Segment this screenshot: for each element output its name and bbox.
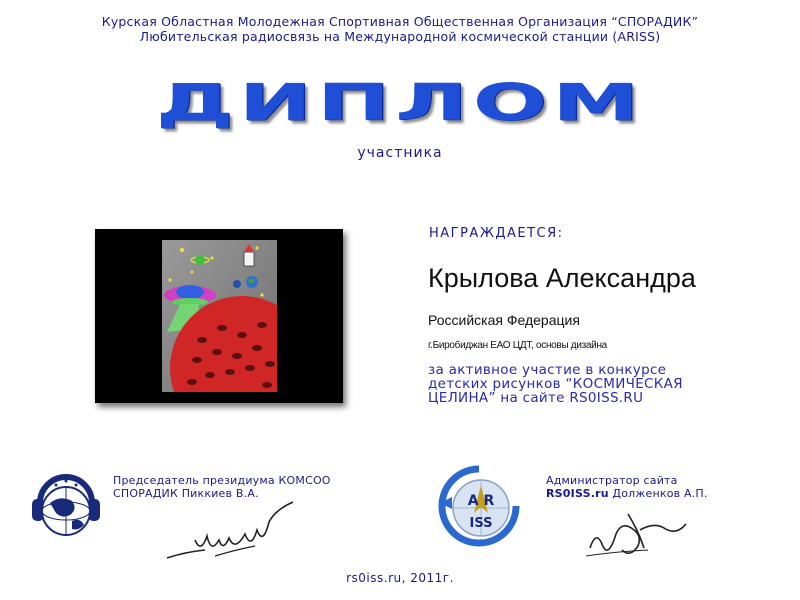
program-name: Любительская радиосвязь на Международной космической станции (ARISS)	[139, 29, 661, 44]
chairman-title: Председатель президиума КОМСОО	[113, 474, 331, 487]
award-reason-line: ЦЕЛИНА” на сайте RS0ISS.RU	[428, 390, 644, 406]
award-reason-line: за активное участие в конкурсе	[428, 362, 667, 378]
admin-title: Администратор сайта	[546, 474, 678, 487]
diploma-subtitle: участника	[357, 145, 443, 161]
ariss-logo-text: ISS	[469, 516, 493, 531]
admin-person-name: Долженков А.П.	[608, 487, 708, 500]
recipient-name: Крылова Александра	[428, 263, 696, 293]
artwork-image	[95, 229, 343, 403]
footer-site-year: rs0iss.ru, 2011г.	[346, 571, 454, 585]
recipient-city-organization: г.Биробиджан ЕАО ЦДТ, основы дизайна	[428, 340, 607, 351]
admin-site: RS0ISS.ru	[546, 487, 609, 500]
chairman-name: СПОРАДИК Пиккиев В.А.	[113, 487, 259, 500]
admin-name	[546, 487, 708, 500]
recipient-country: Российская Федерация	[428, 312, 580, 328]
admin-signature	[582, 500, 692, 565]
globe-headphones-logo	[26, 463, 106, 543]
award-reason-line: детских рисунков “КОСМИЧЕСКАЯ	[428, 376, 683, 392]
ariss-logo-text: A R	[467, 493, 495, 509]
diploma-title: ДИПЛОМ	[155, 73, 645, 133]
ariss-logo	[436, 463, 522, 549]
chairman-signature	[165, 500, 300, 565]
organization-name: Курская Областная Молодежная Спортивная Общественная Организация “СПОРАДИК”	[101, 14, 699, 29]
awarded-label: НАГРАЖДАЕТСЯ:	[429, 226, 564, 241]
child-drawing-image	[162, 240, 277, 392]
